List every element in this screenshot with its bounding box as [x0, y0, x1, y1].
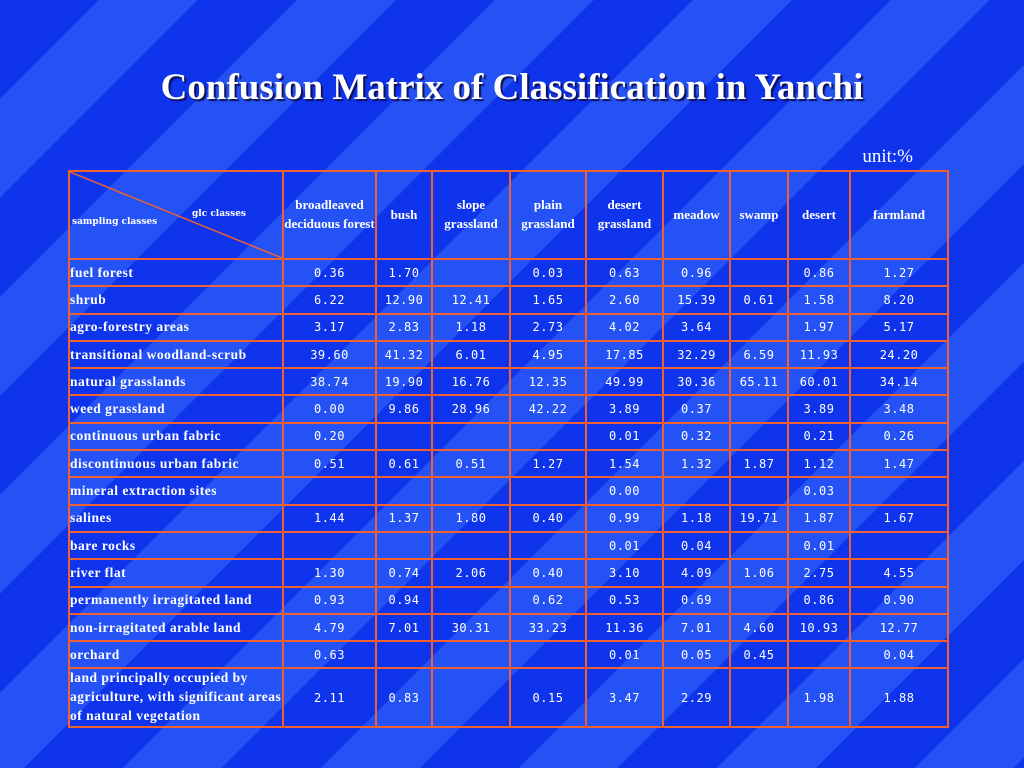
matrix-cell: 10.93	[788, 614, 850, 641]
matrix-cell: 49.99	[586, 368, 663, 395]
matrix-cell: 1.80	[432, 505, 510, 532]
matrix-cell: 41.32	[376, 341, 432, 368]
matrix-cell	[283, 532, 376, 559]
matrix-cell: 30.31	[432, 614, 510, 641]
slide-title: Confusion Matrix of Classification in Yanchi	[160, 67, 864, 108]
table-row	[69, 614, 948, 641]
matrix-cell: 0.40	[510, 559, 586, 586]
matrix-cell: 5.17	[850, 314, 948, 341]
matrix-cell: 42.22	[510, 395, 586, 422]
matrix-cell: 30.36	[663, 368, 730, 395]
row-label: mineral extraction sites	[69, 477, 283, 504]
column-header: slope grassland	[432, 171, 510, 259]
matrix-cell: 0.69	[663, 587, 730, 614]
table-row	[69, 641, 948, 668]
matrix-cell	[730, 423, 788, 450]
matrix-cell: 24.20	[850, 341, 948, 368]
matrix-cell: 60.01	[788, 368, 850, 395]
matrix-cell: 0.20	[283, 423, 376, 450]
table-row	[69, 505, 948, 532]
matrix-cell: 2.29	[663, 668, 730, 727]
matrix-cell: 8.20	[850, 286, 948, 313]
matrix-cell: 1.06	[730, 559, 788, 586]
matrix-cell: 9.86	[376, 395, 432, 422]
matrix-cell: 7.01	[376, 614, 432, 641]
column-header: desert grassland	[586, 171, 663, 259]
matrix-cell	[432, 668, 510, 727]
row-label: transitional woodland-scrub	[69, 341, 283, 368]
table-row	[69, 450, 948, 477]
matrix-cell: 1.87	[788, 505, 850, 532]
matrix-cell: 33.23	[510, 614, 586, 641]
matrix-cell: 1.44	[283, 505, 376, 532]
row-label: permanently irragitated land	[69, 587, 283, 614]
matrix-cell: 12.35	[510, 368, 586, 395]
matrix-cell: 1.27	[850, 259, 948, 286]
table-row	[69, 395, 948, 422]
matrix-cell: 12.77	[850, 614, 948, 641]
matrix-cell: 0.96	[663, 259, 730, 286]
matrix-cell: 32.29	[663, 341, 730, 368]
matrix-cell	[663, 477, 730, 504]
matrix-cell	[730, 587, 788, 614]
row-label: natural grasslands	[69, 368, 283, 395]
matrix-cell	[730, 314, 788, 341]
matrix-cell: 1.32	[663, 450, 730, 477]
matrix-cell: 12.90	[376, 286, 432, 313]
table-row	[69, 286, 948, 313]
matrix-cell: 0.03	[510, 259, 586, 286]
matrix-cell: 3.64	[663, 314, 730, 341]
matrix-cell: 0.61	[730, 286, 788, 313]
matrix-cell: 0.01	[586, 423, 663, 450]
matrix-cell: 0.00	[586, 477, 663, 504]
row-label: river flat	[69, 559, 283, 586]
matrix-cell: 0.04	[663, 532, 730, 559]
matrix-cell: 0.63	[586, 259, 663, 286]
row-label: weed grassland	[69, 395, 283, 422]
row-label: orchard	[69, 641, 283, 668]
matrix-cell: 1.27	[510, 450, 586, 477]
matrix-cell: 19.71	[730, 505, 788, 532]
matrix-cell: 0.21	[788, 423, 850, 450]
matrix-cell: 0.83	[376, 668, 432, 727]
table-row	[69, 532, 948, 559]
matrix-cell	[376, 423, 432, 450]
matrix-cell	[510, 477, 586, 504]
matrix-cell: 0.53	[586, 587, 663, 614]
table-row	[69, 477, 948, 504]
table-row	[69, 259, 948, 286]
matrix-cell	[283, 477, 376, 504]
table-row	[69, 559, 948, 586]
row-label: fuel forest	[69, 259, 283, 286]
matrix-cell: 1.97	[788, 314, 850, 341]
matrix-cell: 0.93	[283, 587, 376, 614]
matrix-cell	[730, 477, 788, 504]
matrix-cell: 34.14	[850, 368, 948, 395]
matrix-cell: 0.01	[586, 641, 663, 668]
matrix-cell: 2.60	[586, 286, 663, 313]
matrix-cell	[730, 259, 788, 286]
matrix-cell: 3.48	[850, 395, 948, 422]
matrix-cell: 1.47	[850, 450, 948, 477]
matrix-cell: 3.17	[283, 314, 376, 341]
matrix-cell: 6.01	[432, 341, 510, 368]
column-header: swamp	[730, 171, 788, 259]
corner-header-cell	[69, 171, 283, 259]
matrix-cell: 1.54	[586, 450, 663, 477]
matrix-cell: 2.73	[510, 314, 586, 341]
matrix-cell	[432, 423, 510, 450]
matrix-cell: 1.70	[376, 259, 432, 286]
matrix-cell: 0.62	[510, 587, 586, 614]
matrix-cell: 39.60	[283, 341, 376, 368]
column-header: plain grassland	[510, 171, 586, 259]
row-label: shrub	[69, 286, 283, 313]
matrix-cell: 1.37	[376, 505, 432, 532]
matrix-cell: 1.88	[850, 668, 948, 727]
matrix-cell: 0.40	[510, 505, 586, 532]
matrix-cell: 0.51	[432, 450, 510, 477]
matrix-cell: 0.74	[376, 559, 432, 586]
matrix-cell: 11.93	[788, 341, 850, 368]
matrix-cell: 2.06	[432, 559, 510, 586]
matrix-cell	[376, 532, 432, 559]
matrix-cell: 16.76	[432, 368, 510, 395]
matrix-cell: 3.10	[586, 559, 663, 586]
matrix-cell	[510, 423, 586, 450]
matrix-cell: 0.45	[730, 641, 788, 668]
table-row	[69, 341, 948, 368]
matrix-cell: 0.63	[283, 641, 376, 668]
matrix-cell: 2.83	[376, 314, 432, 341]
table-row	[69, 587, 948, 614]
matrix-cell: 17.85	[586, 341, 663, 368]
matrix-cell	[730, 395, 788, 422]
matrix-cell: 0.86	[788, 587, 850, 614]
table-row	[69, 668, 948, 727]
diagonal-divider	[70, 172, 282, 258]
matrix-cell: 0.99	[586, 505, 663, 532]
matrix-cell: 4.09	[663, 559, 730, 586]
matrix-cell	[730, 668, 788, 727]
matrix-cell: 6.22	[283, 286, 376, 313]
matrix-cell	[730, 532, 788, 559]
table-row	[69, 368, 948, 395]
matrix-cell: 0.01	[586, 532, 663, 559]
row-label: continuous urban fabric	[69, 423, 283, 450]
matrix-cell	[432, 641, 510, 668]
matrix-cell: 1.30	[283, 559, 376, 586]
matrix-cell: 11.36	[586, 614, 663, 641]
matrix-cell: 0.36	[283, 259, 376, 286]
matrix-cell: 3.47	[586, 668, 663, 727]
row-label: land principally occupied by agriculture, with significant areas of natural vegetation	[69, 668, 283, 727]
column-header: broadleaved deciduous forest	[283, 171, 376, 259]
matrix-cell: 28.96	[432, 395, 510, 422]
matrix-cell: 0.90	[850, 587, 948, 614]
corner-column-label: glc classes	[192, 209, 246, 219]
matrix-cell: 0.37	[663, 395, 730, 422]
row-label: salines	[69, 505, 283, 532]
matrix-cell	[850, 532, 948, 559]
matrix-cell: 1.98	[788, 668, 850, 727]
matrix-cell: 6.59	[730, 341, 788, 368]
matrix-cell: 1.58	[788, 286, 850, 313]
matrix-cell: 2.75	[788, 559, 850, 586]
matrix-cell: 1.87	[730, 450, 788, 477]
row-label: agro-forestry areas	[69, 314, 283, 341]
matrix-cell: 65.11	[730, 368, 788, 395]
unit-label: unit:%	[862, 146, 913, 167]
table-row	[69, 423, 948, 450]
matrix-cell: 7.01	[663, 614, 730, 641]
matrix-cell: 0.04	[850, 641, 948, 668]
matrix-cell: 4.79	[283, 614, 376, 641]
matrix-cell: 0.01	[788, 532, 850, 559]
matrix-cell: 4.02	[586, 314, 663, 341]
matrix-cell: 15.39	[663, 286, 730, 313]
matrix-cell: 1.18	[432, 314, 510, 341]
matrix-cell: 0.51	[283, 450, 376, 477]
matrix-cell	[510, 641, 586, 668]
row-label: discontinuous urban fabric	[69, 450, 283, 477]
matrix-cell: 0.86	[788, 259, 850, 286]
matrix-cell: 38.74	[283, 368, 376, 395]
matrix-cell: 1.65	[510, 286, 586, 313]
column-header: farmland	[850, 171, 948, 259]
matrix-cell: 2.11	[283, 668, 376, 727]
matrix-cell: 0.15	[510, 668, 586, 727]
table-row	[69, 314, 948, 341]
matrix-cell: 3.89	[586, 395, 663, 422]
matrix-cell: 0.61	[376, 450, 432, 477]
matrix-cell	[432, 477, 510, 504]
matrix-cell: 1.67	[850, 505, 948, 532]
column-header: desert	[788, 171, 850, 259]
matrix-cell	[376, 477, 432, 504]
matrix-cell: 4.55	[850, 559, 948, 586]
matrix-cell: 0.00	[283, 395, 376, 422]
row-label: bare rocks	[69, 532, 283, 559]
matrix-cell	[510, 532, 586, 559]
row-label: non-irragitated arable land	[69, 614, 283, 641]
matrix-cell: 12.41	[432, 286, 510, 313]
corner-row-label: sampling classes	[72, 217, 158, 227]
matrix-body	[69, 259, 948, 727]
matrix-cell	[788, 641, 850, 668]
column-header: meadow	[663, 171, 730, 259]
matrix-cell: 0.26	[850, 423, 948, 450]
column-header: bush	[376, 171, 432, 259]
matrix-cell	[432, 587, 510, 614]
matrix-cell: 1.12	[788, 450, 850, 477]
matrix-cell: 0.94	[376, 587, 432, 614]
header-row	[69, 171, 948, 259]
matrix-cell: 0.03	[788, 477, 850, 504]
confusion-matrix-table	[68, 170, 949, 728]
matrix-cell: 19.90	[376, 368, 432, 395]
matrix-cell: 3.89	[788, 395, 850, 422]
matrix-cell	[432, 259, 510, 286]
matrix-cell	[376, 641, 432, 668]
matrix-cell: 4.95	[510, 341, 586, 368]
matrix-cell: 0.05	[663, 641, 730, 668]
matrix-cell: 4.60	[730, 614, 788, 641]
matrix-cell	[850, 477, 948, 504]
matrix-cell: 1.18	[663, 505, 730, 532]
matrix-cell: 0.32	[663, 423, 730, 450]
matrix-cell	[432, 532, 510, 559]
